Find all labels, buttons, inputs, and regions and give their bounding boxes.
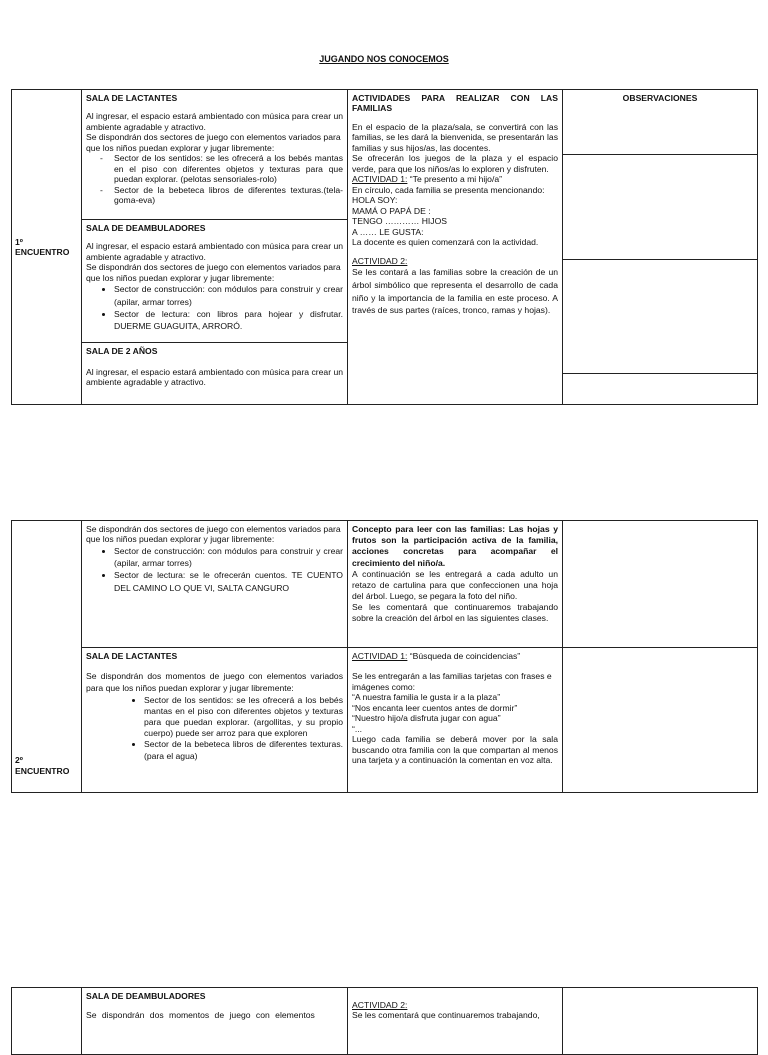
lactantes-sector-list (86, 153, 343, 205)
encuentro-3-label-cell (12, 988, 82, 1055)
sala-lactantes-title: SALA DE LACTANTES (86, 93, 178, 103)
actividad-1-2-heading: ACTIVIDAD 1: “Búsqueda de coincidencias” (352, 651, 521, 661)
sala-deambuladores-cell: SALA DE DEAMBULADORES Al ingresar, el espacio estará ambientado con música para crear un ambiente agradable y atractivo. Se dispondrán dos sectores de juego con elementos variados para que los niños puedan explorar y jugar libremente: • Sector de construcción: con módulos para construir y crear (apilar, armar torres) • Sector de lectura: con libros para hojear y disfrutar. DUERME GUAGUITA, ARRORÓ. (82, 219, 348, 343)
observation-box (563, 374, 757, 404)
list-item: - Sector de la bebeteca libros de diferentes texturas.(tela-goma-eva) (100, 185, 343, 206)
lactantes-2-sector-list (86, 695, 343, 762)
sectores-juego-cell: Se dispondrán dos sectores de juego con elementos variados para que los niños puedan explorar y jugar libremente: • Sector de construcción: con módulos para construir y crear (apilar, armar torres) • Sector de lectura: se le ofrecerán cuentos. TE CUENTO DEL CAMINO LO QUE VI, SALTA CANGURO (82, 521, 348, 648)
list-item: • Sector de la bebeteca libros de diferentes texturas.(para el agua) (144, 739, 343, 761)
encuentro-2-label-cell: 2º ENCUENTRO (12, 521, 82, 793)
deambuladores-sector-list (86, 283, 343, 333)
sala-2-anos-cell: SALA DE 2 AÑOS Al ingresar, el espacio estará ambientado con música para crear un ambiente agradable y atractivo. (82, 343, 348, 405)
observation-box (563, 155, 757, 260)
concepto-familias-cell: Concepto para leer con las familias: Las hojas y frutos son la participación activa de la familia, acciones concretas para acompañar el crecimiento del niño/a. A continuación se les entregará a cada adulto un retazo de cartulina para que confeccionen una hoja del árbol. Luego, se pegara la foto del niño. Se les comentará que continuaremos trabajando sobre la creación del árbol en las siguientes clases. (348, 521, 563, 648)
observaciones-header: OBSERVACIONES (622, 93, 698, 103)
sala-2-anos-title: SALA DE 2 AÑOS (86, 346, 158, 357)
actividad-2-3-cell: ACTIVIDAD 2: Se les comentará que continuaremos trabajando, (348, 988, 563, 1055)
actividades-cell: ACTIVIDADES PARA REALIZAR CON LAS FAMILIAS En el espacio de la plaza/sala, se convertirá con las familias, se les dará la bienvenida, se presentarán las familias y sus hijos/as, las docentes. Se ofrecerán los juegos de la plaza y el espacio verde, para que los niños/as lo exploren y disfruten. ACTIVIDAD 1: “Te presento a mi hijo/a” En círculo, cada familia se presenta mencionando: HOLA SOY: MAMÁ O PAPÁ DE : TENGO ………… HIJOS A …… LE GUSTA: La docente es quien comenzará con la actividad. ACTIVIDAD 2: Se les contará a las familias sobre la creación de un árbol simbólico que representa el desarrollo de cada niño y la importancia de la familia en este proceso. A través de sus partes (raíces, tronco, ramas y hojas). (348, 90, 563, 405)
actividad-2-heading: ACTIVIDAD 2: (352, 255, 408, 266)
busqueda-coincidencias-cell: ACTIVIDAD 1: “Búsqueda de coincidencias” Se les entregarán a las familias tarjetas con frases e imágenes como: “A nuestra familia le gusta ir a la plaza” “Nos encanta leer cuentos antes de dormir” “Nuestro hijo/a disfruta jugar con agua” “... Luego cada familia se deberá mover por la sala buscando otra familia con la que compartan al menos una tarjeta y a continuación la comentan en voz alta. (348, 648, 563, 793)
list-item: • Sector de lectura: con libros para hojear y disfrutar. DUERME GUAGUITA, ARRORÓ. (114, 308, 343, 333)
observation-box (563, 260, 757, 374)
sala-lactantes-cell: SALA DE LACTANTES Al ingresar, el espacio estará ambientado con música para crear un ambiente agradable y atractivo. Se dispondrán dos sectores de juego con elementos variados para que los niños puedan explorar y jugar libremente: - Sector de los sentidos: se les ofrecerá a los bebés mantas en el piso con diferentes objetos y texturas para que puedan explorar. (pelotas sensoriales-rolo) - Sector de la bebeteca libros de diferentes texturas.(tela-goma-eva) (82, 90, 348, 220)
list-item: • Sector de construcción: con módulos para construir y crear (apilar, armar torres) (114, 283, 343, 308)
sala-deambuladores-3-title: SALA DE DEAMBULADORES (86, 991, 206, 1001)
sala-deambuladores-title: SALA DE DEAMBULADORES (86, 222, 206, 233)
encuentro-1-table (11, 89, 758, 405)
sala-lactantes-2-cell: SALA DE LACTANTES Se dispondrán dos momentos de juego con elementos variados para que los niños puedan explorar y jugar libremente: • Sector de los sentidos: se les ofrecerá a los bebés mantas en el piso con diferentes objetos y texturas para que puedan explorar. (argollitas, y su propio cuerpo) puede ser arroz para que exploren • Sector de la bebeteca libros de diferentes texturas.(para el agua) (82, 648, 348, 793)
list-item: • Sector de lectura: se le ofrecerán cuentos. TE CUENTO DEL CAMINO LO QUE VI, SALTA CANGURO (114, 569, 343, 593)
observation-box (563, 521, 758, 648)
encuentro-1-label: 1º ENCUENTRO (12, 90, 82, 405)
encuentro-2-table (11, 520, 758, 793)
actividad-1-heading: ACTIVIDAD 1: “Te presento a mi hijo/a” (352, 174, 502, 185)
list-item: • Sector de los sentidos: se les ofrecerá a los bebés mantas en el piso con diferentes objetos y texturas para que puedan explorar. (argollitas, y su propio cuerpo) puede ser arroz para que exploren (144, 695, 343, 740)
encuentro-3-table (11, 987, 758, 1055)
sala-deambuladores-3-cell: SALA DE DEAMBULADORES Se dispondrán dos momentos de juego con elementos (82, 988, 348, 1055)
sala-lactantes-2-title: SALA DE LACTANTES (86, 651, 178, 661)
observation-box (563, 988, 758, 1055)
observaciones-column (563, 90, 758, 405)
sectores-list (86, 545, 343, 594)
list-item: • Sector de construcción: con módulos para construir y crear (apilar, armar torres) (114, 545, 343, 569)
concepto-text: Concepto para leer con las familias: Las hojas y frutos son la participación activa de la familia, acciones concretas para acompañar el crecimiento del niño/a. (352, 524, 558, 568)
observation-box (563, 648, 758, 793)
list-item: - Sector de los sentidos: se les ofrecerá a los bebés mantas en el piso con diferentes objetos y texturas para que puedan explorar. (pelotas sensoriales-rolo) (100, 153, 343, 184)
document-title: JUGANDO NOS CONOCEMOS (319, 54, 449, 64)
actividades-title: ACTIVIDADES PARA REALIZAR CON LAS FAMILIAS (352, 93, 558, 114)
